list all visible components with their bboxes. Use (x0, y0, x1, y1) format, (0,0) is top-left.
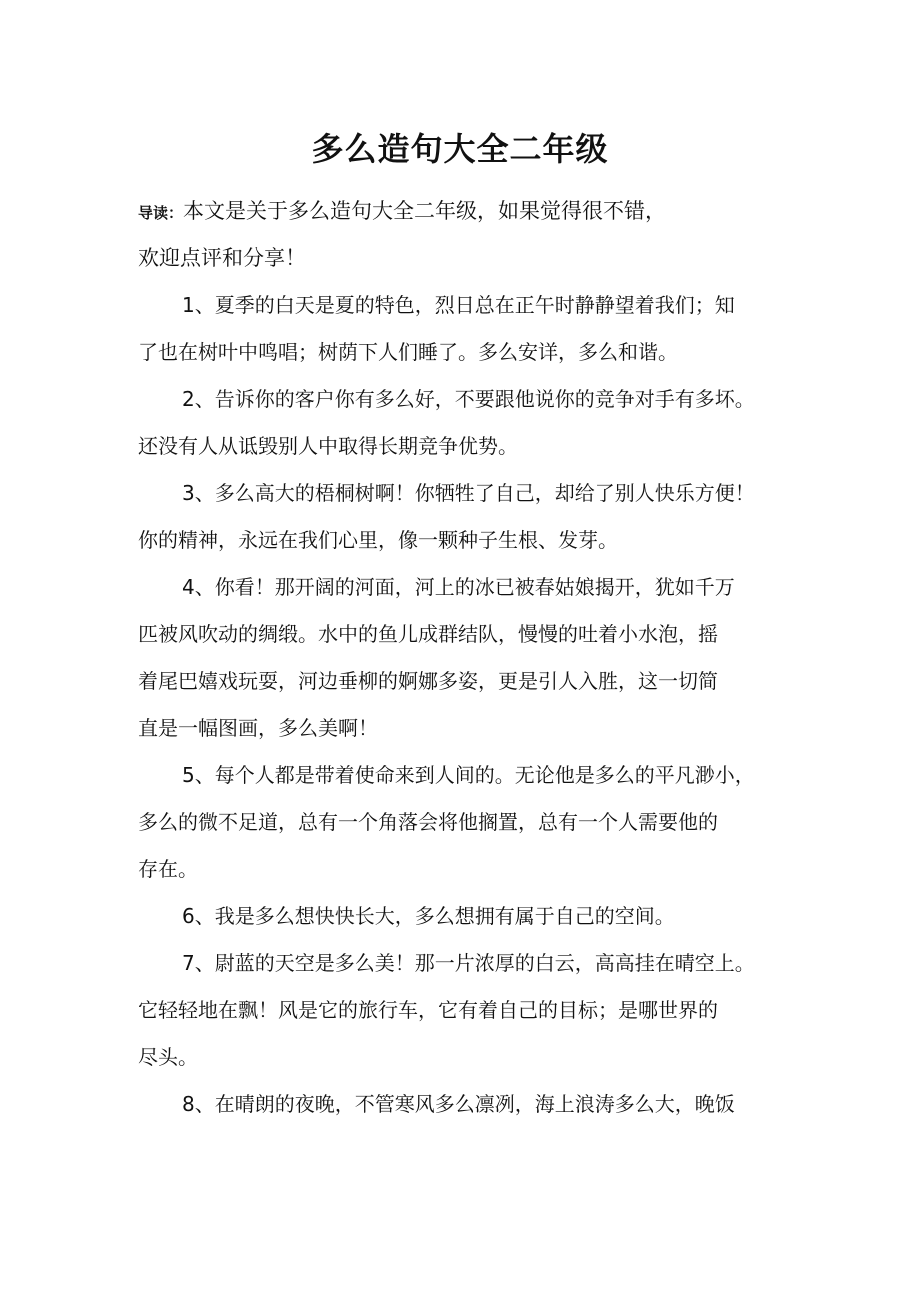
intro-text-1: 本文是关于多么造句大全二年级，如果觉得很不错， (183, 199, 667, 223)
item-5 (138, 752, 808, 893)
document-body (138, 282, 808, 1128)
item-6 (138, 893, 808, 940)
item-6-line-1: 6、我是多么想快快长大，多么想拥有属于自己的空间。 (182, 904, 675, 928)
intro-lead: 导读： (138, 204, 184, 222)
item-7-line-2: 它轻轻地在飘！风是它的旅行车，它有着自己的目标；是哪世界的 (138, 998, 718, 1022)
item-4-line-1: 4、你看！那开阔的河面，河上的冰已被春姑娘揭开，犹如千万 (182, 575, 735, 599)
item-5-line-2: 多么的微不足道，总有一个角落会将他搁置，总有一个人需要他的 (138, 810, 718, 834)
item-1 (138, 282, 808, 376)
intro-line-1 (138, 188, 788, 235)
intro-line-2: 欢迎点评和分享！ (138, 246, 306, 270)
item-2-line-1: 2、告诉你的客户你有多么好，不要跟他说你的竞争对手有多坏。 (182, 387, 755, 411)
document-title: 多么造句大全二年级 (311, 130, 609, 168)
item-2 (138, 376, 808, 470)
item-4-line-2: 匹被风吹动的绸缎。水中的鱼儿成群结队，慢慢的吐着小水泡，摇 (138, 622, 718, 646)
item-3-line-2: 你的精神，永远在我们心里，像一颗种子生根、发芽。 (138, 528, 618, 552)
item-2-line-2: 还没有人从诋毁别人中取得长期竞争优势。 (138, 434, 518, 458)
item-8 (138, 1081, 808, 1128)
item-4 (138, 564, 808, 752)
item-5-line-3: 存在。 (138, 857, 198, 881)
item-5-line-1: 5、每个人都是带着使命来到人间的。无论他是多么的平凡渺小， (182, 763, 755, 787)
item-8-line-1: 8、在晴朗的夜晚，不管寒风多么凛冽，海上浪涛多么大，晚饭 (182, 1092, 735, 1116)
item-3 (138, 470, 808, 564)
item-7 (138, 940, 808, 1081)
item-4-line-3: 着尾巴嬉戏玩耍，河边垂柳的婀娜多姿，更是引人入胜，这一切简 (138, 669, 718, 693)
intro-paragraph (138, 188, 788, 282)
item-4-line-4: 直是一幅图画，多么美啊！ (138, 716, 378, 740)
item-1-line-2: 了也在树叶中鸣唱；树荫下人们睡了。多么安详，多么和谐。 (138, 340, 678, 364)
item-7-line-1: 7、尉蓝的天空是多么美！那一片浓厚的白云，高高挂在晴空上。 (182, 951, 755, 975)
item-7-line-3: 尽头。 (138, 1045, 198, 1069)
item-3-line-1: 3、多么高大的梧桐树啊！你牺牲了自己，却给了别人快乐方便！ (182, 481, 755, 505)
item-1-line-1: 1、夏季的白天是夏的特色，烈日总在正午时静静望着我们；知 (182, 293, 735, 317)
